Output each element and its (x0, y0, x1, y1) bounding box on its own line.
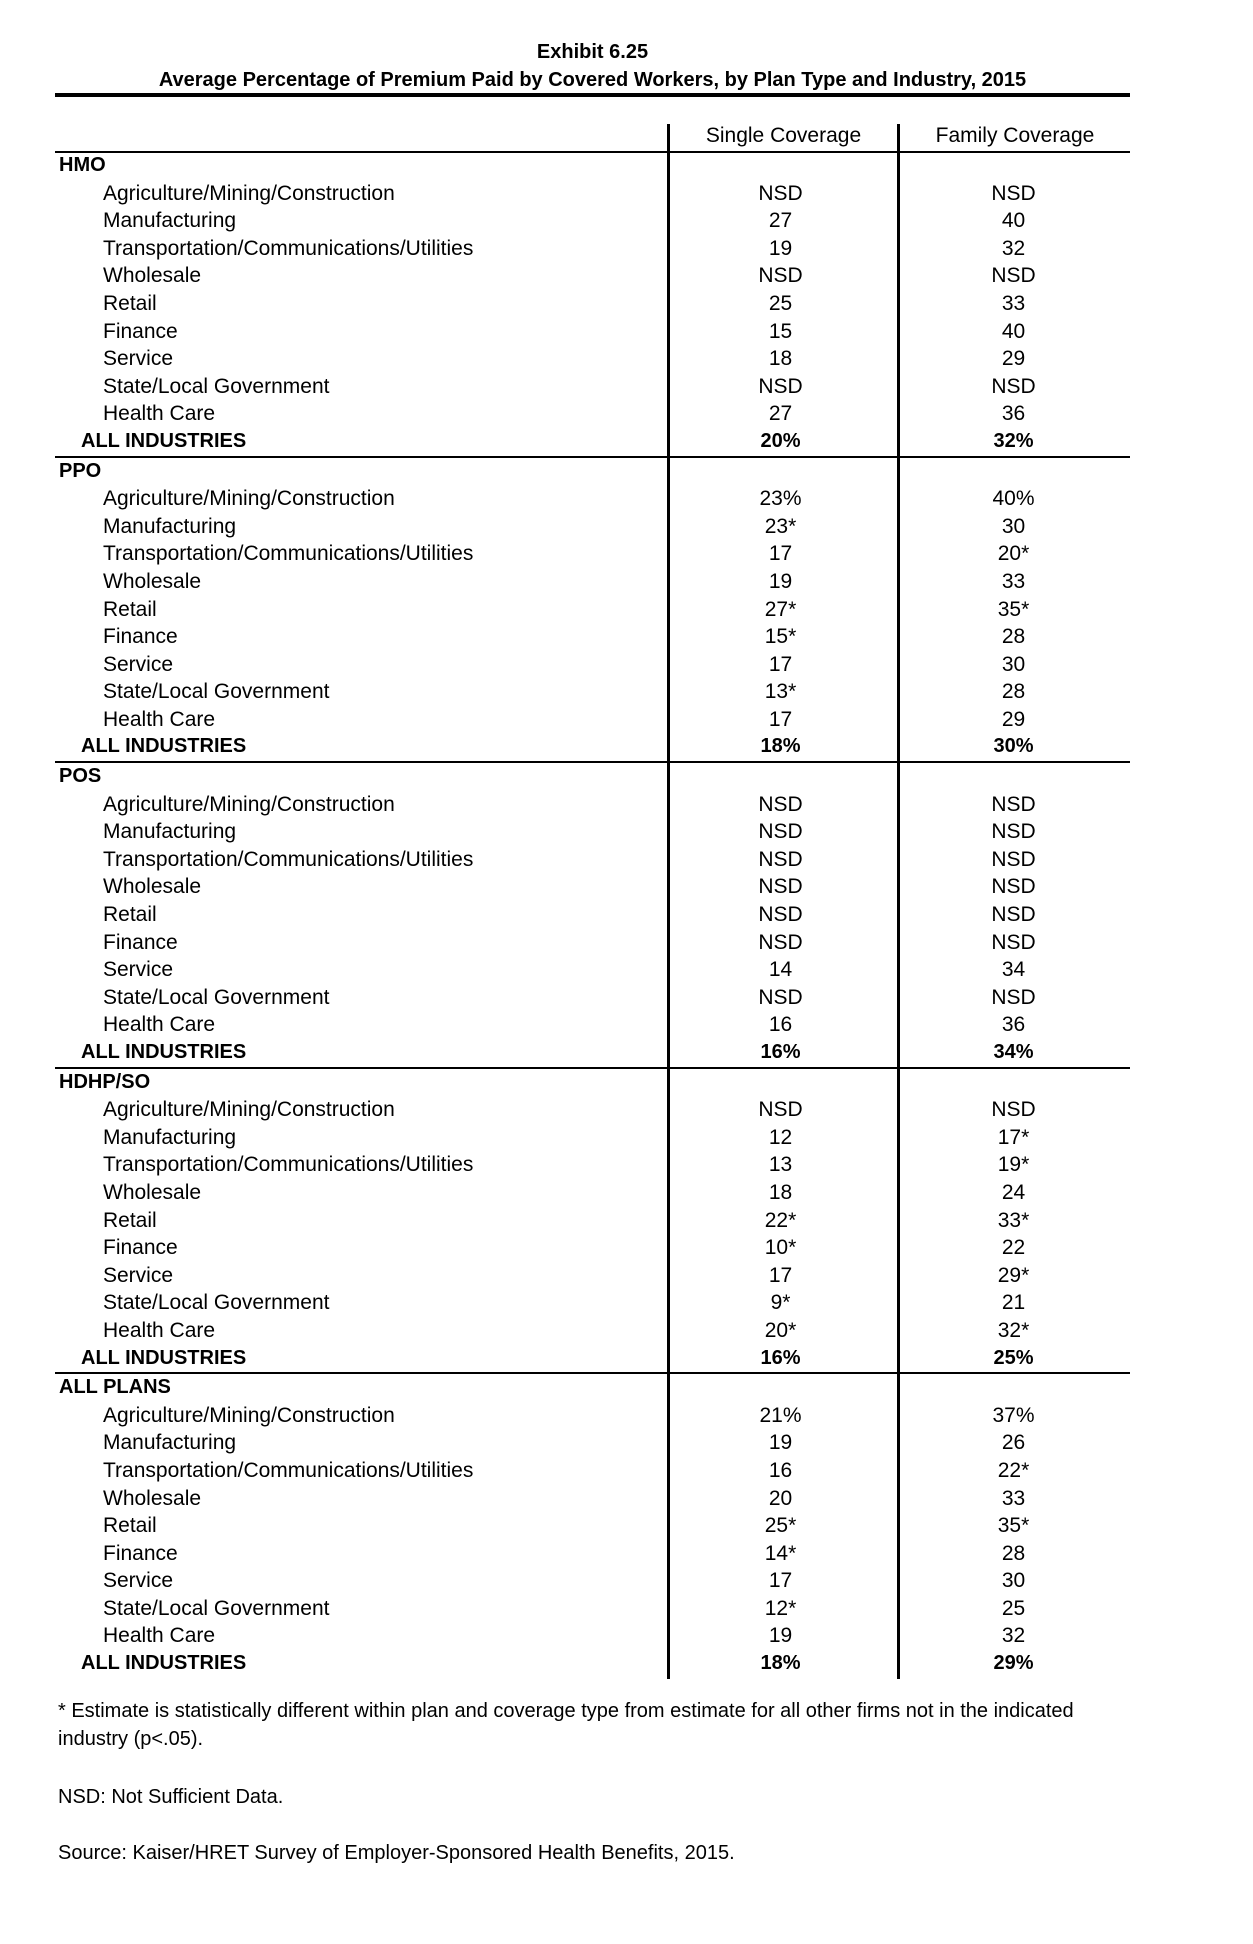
industry-label: Manufacturing (103, 1125, 237, 1149)
family-coverage-value: 24 (1001, 1180, 1026, 1204)
industry-label: Health Care (103, 1013, 216, 1037)
family-coverage-value: 32 (1001, 236, 1026, 260)
family-coverage-value: 33 (1001, 291, 1026, 315)
family-coverage-value: 29 (1001, 347, 1026, 371)
single-coverage-value: 21% (759, 1403, 802, 1427)
plan-section (55, 456, 1130, 762)
total-label: ALL INDUSTRIES (81, 735, 247, 758)
industry-label: State/Local Government (103, 680, 330, 704)
industry-label: Retail (103, 597, 157, 621)
industry-label: Health Care (103, 1318, 216, 1342)
table-row (55, 1317, 1130, 1345)
title-rule (55, 93, 1130, 97)
single-coverage-value: 20 (768, 1486, 793, 1510)
table-row (55, 1096, 1130, 1124)
table-row (55, 1402, 1130, 1430)
family-coverage-value: NSD (991, 875, 1036, 899)
family-coverage-value: 35* (997, 597, 1030, 621)
single-coverage-value: 23* (764, 514, 797, 538)
plan-section (55, 152, 1130, 456)
table-row (55, 180, 1130, 208)
industry-label: Service (103, 958, 174, 982)
table-row (55, 1234, 1130, 1262)
industry-label: State/Local Government (103, 1596, 330, 1620)
family-coverage-value: NSD (991, 181, 1036, 205)
single-coverage-value: 12 (768, 1125, 793, 1149)
family-coverage-value: 33 (1001, 1486, 1026, 1510)
single-coverage-value: NSD (758, 985, 803, 1009)
industry-label: Wholesale (103, 264, 202, 288)
industry-label: Transportation/Communications/Utilities (103, 1153, 474, 1177)
family-coverage-value: NSD (991, 847, 1036, 871)
industry-label: Wholesale (103, 875, 202, 899)
industry-label: Agriculture/Mining/Construction (103, 792, 395, 816)
column-header-single-coverage: Single Coverage (705, 124, 862, 147)
single-coverage-value: 22* (764, 1208, 797, 1232)
table-row (55, 623, 1130, 651)
table-row (55, 1622, 1130, 1650)
industry-label: Finance (103, 319, 178, 343)
plan-type-label: POS (59, 765, 102, 788)
single-coverage-value: 23% (759, 487, 802, 511)
single-coverage-value: NSD (758, 847, 803, 871)
table-row (55, 706, 1130, 734)
table-row (55, 345, 1130, 373)
single-coverage-value: 13* (764, 680, 797, 704)
industry-label: Finance (103, 1541, 178, 1565)
industry-label: Agriculture/Mining/Construction (103, 1403, 395, 1427)
table-row (55, 873, 1130, 901)
family-coverage-value: NSD (991, 903, 1036, 927)
single-coverage-value: 19 (768, 1624, 793, 1648)
single-coverage-value: 19 (768, 236, 793, 260)
total-row (55, 1345, 1130, 1373)
table-row (55, 1595, 1130, 1623)
single-coverage-value: 17 (768, 652, 793, 676)
industry-label: Service (103, 347, 174, 371)
family-coverage-value: 22* (997, 1458, 1030, 1482)
industry-label: Transportation/Communications/Utilities (103, 1458, 474, 1482)
family-coverage-value: 30 (1001, 514, 1026, 538)
single-coverage-value: 15* (764, 625, 797, 649)
single-coverage-total: 16% (760, 1346, 801, 1369)
total-label: ALL INDUSTRIES (81, 1346, 247, 1369)
table-row (55, 400, 1130, 428)
single-coverage-value: NSD (758, 374, 803, 398)
family-coverage-value: 26 (1001, 1431, 1026, 1455)
table-row (55, 818, 1130, 846)
industry-label: Service (103, 1569, 174, 1593)
table-row (55, 1151, 1130, 1179)
table-row (55, 1429, 1130, 1457)
family-coverage-value: 40% (992, 487, 1035, 511)
plan-section (55, 1067, 1130, 1373)
single-coverage-total: 18% (760, 735, 801, 758)
single-coverage-value: 18 (768, 347, 793, 371)
industry-label: Retail (103, 903, 157, 927)
table-row (55, 318, 1130, 346)
table-row (55, 1540, 1130, 1568)
family-coverage-value: 32 (1001, 1624, 1026, 1648)
family-coverage-value: NSD (991, 264, 1036, 288)
industry-label: Transportation/Communications/Utilities (103, 542, 474, 566)
family-coverage-value: 20* (997, 542, 1030, 566)
family-coverage-value: 36 (1001, 1013, 1026, 1037)
family-coverage-value: 29 (1001, 707, 1026, 731)
family-coverage-value: 33* (997, 1208, 1030, 1232)
industry-label: Manufacturing (103, 820, 237, 844)
industry-label: Manufacturing (103, 514, 237, 538)
industry-label: Finance (103, 625, 178, 649)
industry-label: Agriculture/Mining/Construction (103, 487, 395, 511)
total-row (55, 1650, 1130, 1678)
industry-label: Finance (103, 1236, 178, 1260)
industry-label: Agriculture/Mining/Construction (103, 1098, 395, 1122)
industry-label: Transportation/Communications/Utilities (103, 236, 474, 260)
table-row (55, 929, 1130, 957)
plan-header-row (55, 1069, 1130, 1097)
industry-label: Health Care (103, 1624, 216, 1648)
table-row (55, 956, 1130, 984)
family-coverage-value: NSD (991, 985, 1036, 1009)
family-coverage-value: 30 (1001, 652, 1026, 676)
single-coverage-value: 27 (768, 402, 793, 426)
plan-type-label: ALL PLANS (59, 1376, 171, 1399)
single-coverage-value: 17 (768, 707, 793, 731)
single-coverage-value: NSD (758, 875, 803, 899)
family-coverage-total: 32% (993, 429, 1034, 452)
industry-label: Wholesale (103, 1180, 202, 1204)
single-coverage-value: NSD (758, 930, 803, 954)
industry-label: Transportation/Communications/Utilities (103, 847, 474, 871)
single-coverage-value: 20* (764, 1318, 797, 1342)
family-coverage-total: 30% (993, 735, 1034, 758)
table-row (55, 596, 1130, 624)
family-coverage-value: 21 (1001, 1291, 1026, 1315)
single-coverage-value: 13 (768, 1153, 793, 1177)
family-coverage-value: NSD (991, 930, 1036, 954)
single-coverage-value: 16 (768, 1013, 793, 1037)
single-coverage-value: 9* (770, 1291, 791, 1315)
footnote-nsd: NSD: Not Sufficient Data. (58, 1786, 284, 1808)
table-row (55, 1262, 1130, 1290)
single-coverage-value: 16 (768, 1458, 793, 1482)
table-row (55, 1512, 1130, 1540)
family-coverage-value: 35* (997, 1514, 1030, 1538)
premium-table (55, 152, 1130, 1678)
industry-label: Manufacturing (103, 1431, 237, 1455)
family-coverage-value: 30 (1001, 1569, 1026, 1593)
industry-label: Retail (103, 1514, 157, 1538)
plan-type-label: HMO (59, 154, 106, 176)
plan-header-row (55, 458, 1130, 486)
single-coverage-value: 25* (764, 1514, 797, 1538)
single-coverage-value: 10* (764, 1236, 797, 1260)
family-coverage-value: 28 (1001, 1541, 1026, 1565)
plan-section (55, 761, 1130, 1067)
single-coverage-value: 14* (764, 1541, 797, 1565)
family-coverage-value: 22 (1001, 1236, 1026, 1260)
family-coverage-value: 36 (1001, 402, 1026, 426)
total-label: ALL INDUSTRIES (81, 1041, 247, 1063)
industry-label: State/Local Government (103, 1291, 330, 1315)
plan-type-label: PPO (59, 459, 102, 482)
industry-label: Wholesale (103, 569, 202, 593)
single-coverage-value: 17 (768, 1263, 793, 1287)
industry-label: Retail (103, 1208, 157, 1232)
plan-section (55, 1372, 1130, 1678)
family-coverage-total: 34% (993, 1041, 1034, 1063)
industry-label: Service (103, 652, 174, 676)
table-row (55, 1207, 1130, 1235)
table-row (55, 1289, 1130, 1317)
plan-header-row (55, 152, 1130, 180)
industry-label: Retail (103, 291, 157, 315)
single-coverage-value: NSD (758, 792, 803, 816)
single-coverage-value: 19 (768, 569, 793, 593)
table-row (55, 290, 1130, 318)
single-coverage-value: 25 (768, 291, 793, 315)
industry-label: Agriculture/Mining/Construction (103, 181, 395, 205)
family-coverage-value: 34 (1001, 958, 1026, 982)
single-coverage-value: 15 (768, 319, 793, 343)
industry-label: State/Local Government (103, 985, 330, 1009)
family-coverage-value: 33 (1001, 569, 1026, 593)
family-coverage-value: 28 (1001, 625, 1026, 649)
single-coverage-value: NSD (758, 1098, 803, 1122)
family-coverage-value: NSD (991, 1098, 1036, 1122)
single-coverage-value: 18 (768, 1180, 793, 1204)
industry-label: Health Care (103, 402, 216, 426)
table-row (55, 485, 1130, 513)
family-coverage-value: 28 (1001, 680, 1026, 704)
single-coverage-value: 12* (764, 1596, 797, 1620)
table-row (55, 846, 1130, 874)
single-coverage-value: 27 (768, 209, 793, 233)
table-row (55, 984, 1130, 1012)
plan-header-row (55, 763, 1130, 791)
single-coverage-value: NSD (758, 181, 803, 205)
footnote-source: Source: Kaiser/HRET Survey of Employer-Sponsored Health Benefits, 2015. (58, 1842, 735, 1864)
family-coverage-value: 17* (997, 1125, 1030, 1149)
table-row (55, 540, 1130, 568)
family-coverage-value: 40 (1001, 209, 1026, 233)
single-coverage-value: 27* (764, 597, 797, 621)
table-row (55, 1179, 1130, 1207)
total-row (55, 733, 1130, 761)
single-coverage-total: 16% (760, 1041, 801, 1063)
table-row (55, 207, 1130, 235)
single-coverage-value: 14 (768, 958, 793, 982)
family-coverage-value: 37% (992, 1403, 1035, 1427)
column-header-family-coverage: Family Coverage (935, 124, 1095, 147)
table-row (55, 1485, 1130, 1513)
single-coverage-value: NSD (758, 264, 803, 288)
industry-label: Manufacturing (103, 209, 237, 233)
footnote-significance: * Estimate is statistically different within plan and coverage type from estimate for all other firms not in the indicated industry (p<.05). (58, 1700, 1074, 1750)
total-label: ALL INDUSTRIES (81, 1652, 247, 1675)
table-row (55, 1124, 1130, 1152)
table-row (55, 678, 1130, 706)
single-coverage-value: 17 (768, 1569, 793, 1593)
family-coverage-value: 29* (997, 1263, 1030, 1287)
single-coverage-value: 19 (768, 1431, 793, 1455)
plan-header-row (55, 1374, 1130, 1402)
family-coverage-total: 25% (993, 1346, 1034, 1369)
family-coverage-value: 40 (1001, 319, 1026, 343)
family-coverage-total: 29% (993, 1652, 1034, 1675)
family-coverage-value: 25 (1001, 1596, 1026, 1620)
industry-label: Wholesale (103, 1486, 202, 1510)
single-coverage-value: NSD (758, 820, 803, 844)
family-coverage-value: NSD (991, 792, 1036, 816)
exhibit-number: Exhibit 6.25 (536, 41, 649, 63)
industry-label: Health Care (103, 707, 216, 731)
total-row (55, 1039, 1130, 1067)
table-row (55, 235, 1130, 263)
table-row (55, 568, 1130, 596)
single-coverage-value: 17 (768, 542, 793, 566)
total-label: ALL INDUSTRIES (81, 429, 247, 452)
family-coverage-value: 19* (997, 1153, 1030, 1177)
table-row (55, 901, 1130, 929)
table-row (55, 262, 1130, 290)
family-coverage-value: NSD (991, 374, 1036, 398)
industry-label: Service (103, 1263, 174, 1287)
family-coverage-value: NSD (991, 820, 1036, 844)
table-row (55, 1457, 1130, 1485)
total-row (55, 428, 1130, 456)
single-coverage-value: NSD (758, 903, 803, 927)
table-row (55, 651, 1130, 679)
industry-label: State/Local Government (103, 374, 330, 398)
table-row (55, 373, 1130, 401)
single-coverage-total: 20% (760, 429, 801, 452)
table-row (55, 513, 1130, 541)
family-coverage-value: 32* (997, 1318, 1030, 1342)
single-coverage-total: 18% (760, 1652, 801, 1675)
table-row (55, 791, 1130, 819)
table-row (55, 1011, 1130, 1039)
industry-label: Finance (103, 930, 178, 954)
plan-type-label: HDHP/SO (59, 1070, 151, 1093)
exhibit-title: Average Percentage of Premium Paid by Covered Workers, by Plan Type and Industry, 2015 (158, 69, 1027, 91)
table-row (55, 1567, 1130, 1595)
